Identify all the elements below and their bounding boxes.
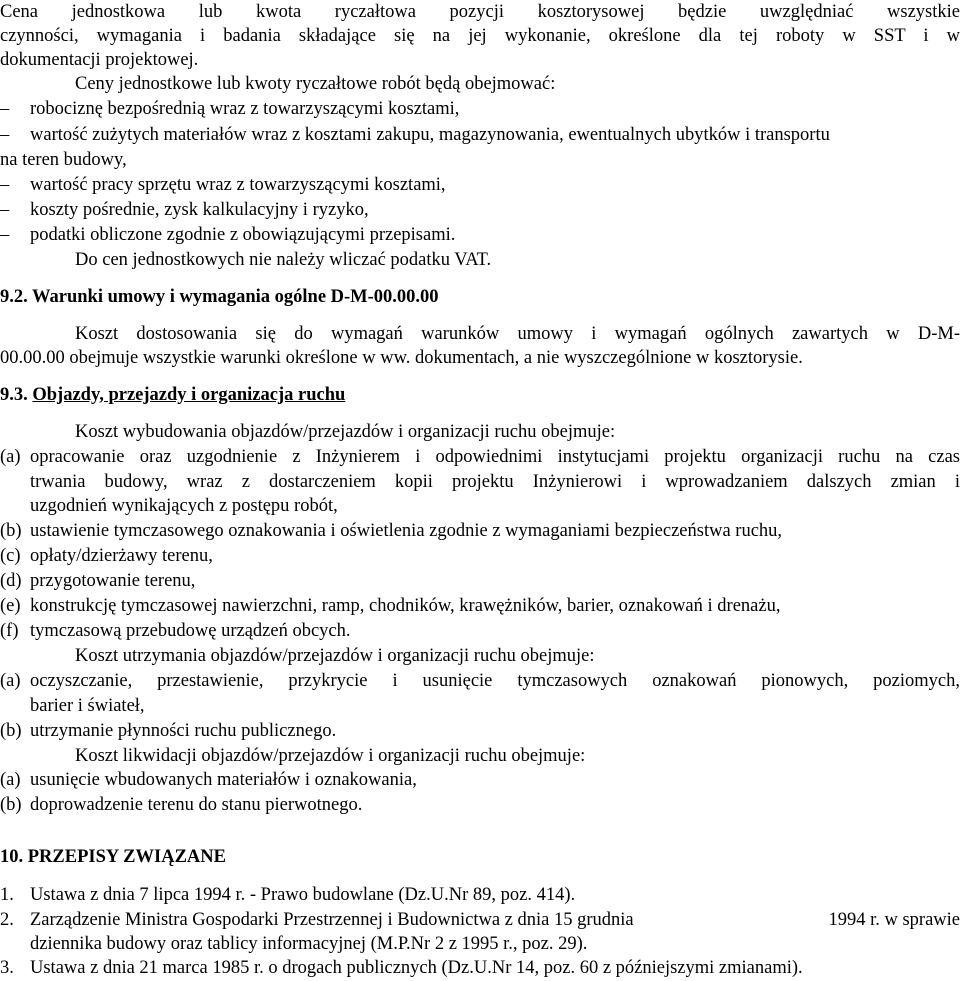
dash-item-continuation: na teren budowy, (0, 150, 127, 170)
list-label: (a) (0, 770, 21, 790)
list-text: opłaty/dzierżawy terenu, (30, 546, 213, 566)
list-label: (b) (0, 721, 22, 741)
list-label: (a) (0, 447, 21, 467)
dash-bullet: – (0, 175, 10, 195)
regulation-text: Ustawa z dnia 21 marca 1985 r. o drogach publicznych (Dz.U.Nr 14, poz. 60 z późniejszymi zmianami). (30, 958, 803, 978)
list-label: (f) (0, 621, 19, 641)
dash-bullet: – (0, 200, 10, 220)
intro-line-2: czynności, wymagania i badania składające się na jej wykonanie, określone dla tej roboty w SST i w (0, 26, 960, 46)
dash-item-text: wartość zużytych materiałów wraz z kosztami zakupu, magazynowania, ewentualnych ubytków i transportu (30, 125, 830, 145)
regulation-number: 2. (0, 910, 14, 930)
dash-item-text: podatki obliczone zgodnie z obowiązującymi przepisami. (30, 225, 456, 245)
intro-line-3: dokumentacji projektowej. (0, 50, 199, 70)
list-text: przygotowanie terenu, (30, 571, 196, 591)
regulation-number: 3. (0, 958, 14, 978)
s92-line-2: 00.00.00 obejmuje wszystkie warunki określone w ww. dokumentach, a nie wyszczególnione w kosztorysie. (0, 348, 803, 368)
regulation-text: dziennika budowy oraz tablicy informacyjnej (M.P.Nr 2 z 1995 r., poz. 29). (30, 934, 588, 954)
list-text: usunięcie wbudowanych materiałów i oznakowania, (30, 770, 417, 790)
dash-bullet: – (0, 99, 10, 119)
section-heading-9-3 (0, 383, 960, 408)
regulation-text: Zarządzenie Ministra Gospodarki Przestrzennej i Budownictwa z dnia 15 grudnia (30, 910, 634, 930)
s92-line-1: Koszt dostosowania się do wymagań warunków umowy i wymagań ogólnych zawartych w D-M- (75, 324, 960, 344)
list-text: tymczasową przebudowę urządzeń obcych. (30, 621, 351, 641)
dash-item-text: robociznę bezpośrednią wraz z towarzyszącymi kosztami, (30, 99, 460, 119)
section-number: 9.3. (0, 385, 33, 405)
list-label: (b) (0, 521, 22, 541)
regulation-number: 1. (0, 885, 14, 905)
dash-bullet: – (0, 125, 10, 145)
list-text: opracowanie oraz uzgodnienie z Inżynierem i odpowiednimi instytucjami projektu organizacji ruchu na czas (30, 447, 960, 467)
maintenance-intro: Koszt utrzymania objazdów/przejazdów i organizacji ruchu obejmuje: (75, 646, 595, 666)
prices-intro: Ceny jednostkowe lub kwoty ryczałtowe robót będą obejmować: (75, 74, 556, 94)
vat-note: Do cen jednostkowych nie należy wliczać podatku VAT. (75, 250, 492, 270)
list-label: (c) (0, 546, 21, 566)
dash-item-text: koszty pośrednie, zysk kalkulacyjny i ryzyko, (30, 200, 369, 220)
intro-line-1: Cena jednostkowa lub kwota ryczałtowa pozycji kosztorysowej będzie uwzględniać wszystkie (0, 2, 960, 22)
list-label: (d) (0, 571, 22, 591)
dash-item-text: wartość pracy sprzętu wraz z towarzyszącymi kosztami, (30, 175, 446, 195)
list-text: barier i świateł, (30, 696, 145, 716)
list-text: oczyszczanie, przestawienie, przykrycie i usunięcie tymczasowych oznakowań pionowych, poziomych, (30, 671, 960, 691)
list-label: (b) (0, 795, 22, 815)
liquidation-intro: Koszt likwidacji objazdów/przejazdów i organizacji ruchu obejmuje: (75, 746, 586, 766)
section-title: Objazdy, przejazdy i organizacja ruchu (32, 385, 346, 405)
list-text: ustawienie tymczasowego oznakowania i oświetlenia zgodnie z wymaganiami bezpieczeństwa ruchu, (30, 521, 783, 541)
section-heading-9-2: 9.2. Warunki umowy i wymagania ogólne D-M-00.00.00 (0, 287, 439, 307)
list-text: doprowadzenie terenu do stanu pierwotnego. (30, 795, 363, 815)
regulation-text: Ustawa z dnia 7 lipca 1994 r. - Prawo budowlane (Dz.U.Nr 89, poz. 414). (30, 885, 576, 905)
build-intro: Koszt wybudowania objazdów/przejazdów i organizacji ruchu obejmuje: (75, 422, 616, 442)
list-label: (e) (0, 596, 21, 616)
dash-bullet: – (0, 225, 10, 245)
list-text: konstrukcję tymczasowej nawierzchni, ramp, chodników, krawężników, barier, oznakowań i drenażu, (30, 596, 781, 616)
list-text: uzgodnień wynikających z postępu robót, (30, 496, 338, 516)
list-text: utrzymanie płynności ruchu publicznego. (30, 721, 337, 741)
list-label: (a) (0, 671, 21, 691)
list-text: trwania budowy, wraz z dostarczeniem kopii projektu Inżynierowi i wprowadzaniem dalszych zmian i (30, 472, 960, 492)
regulation-text-tail: 1994 r. w sprawie (828, 910, 960, 930)
section-heading-10: 10. PRZEPISY ZWIĄZANE (0, 847, 226, 867)
